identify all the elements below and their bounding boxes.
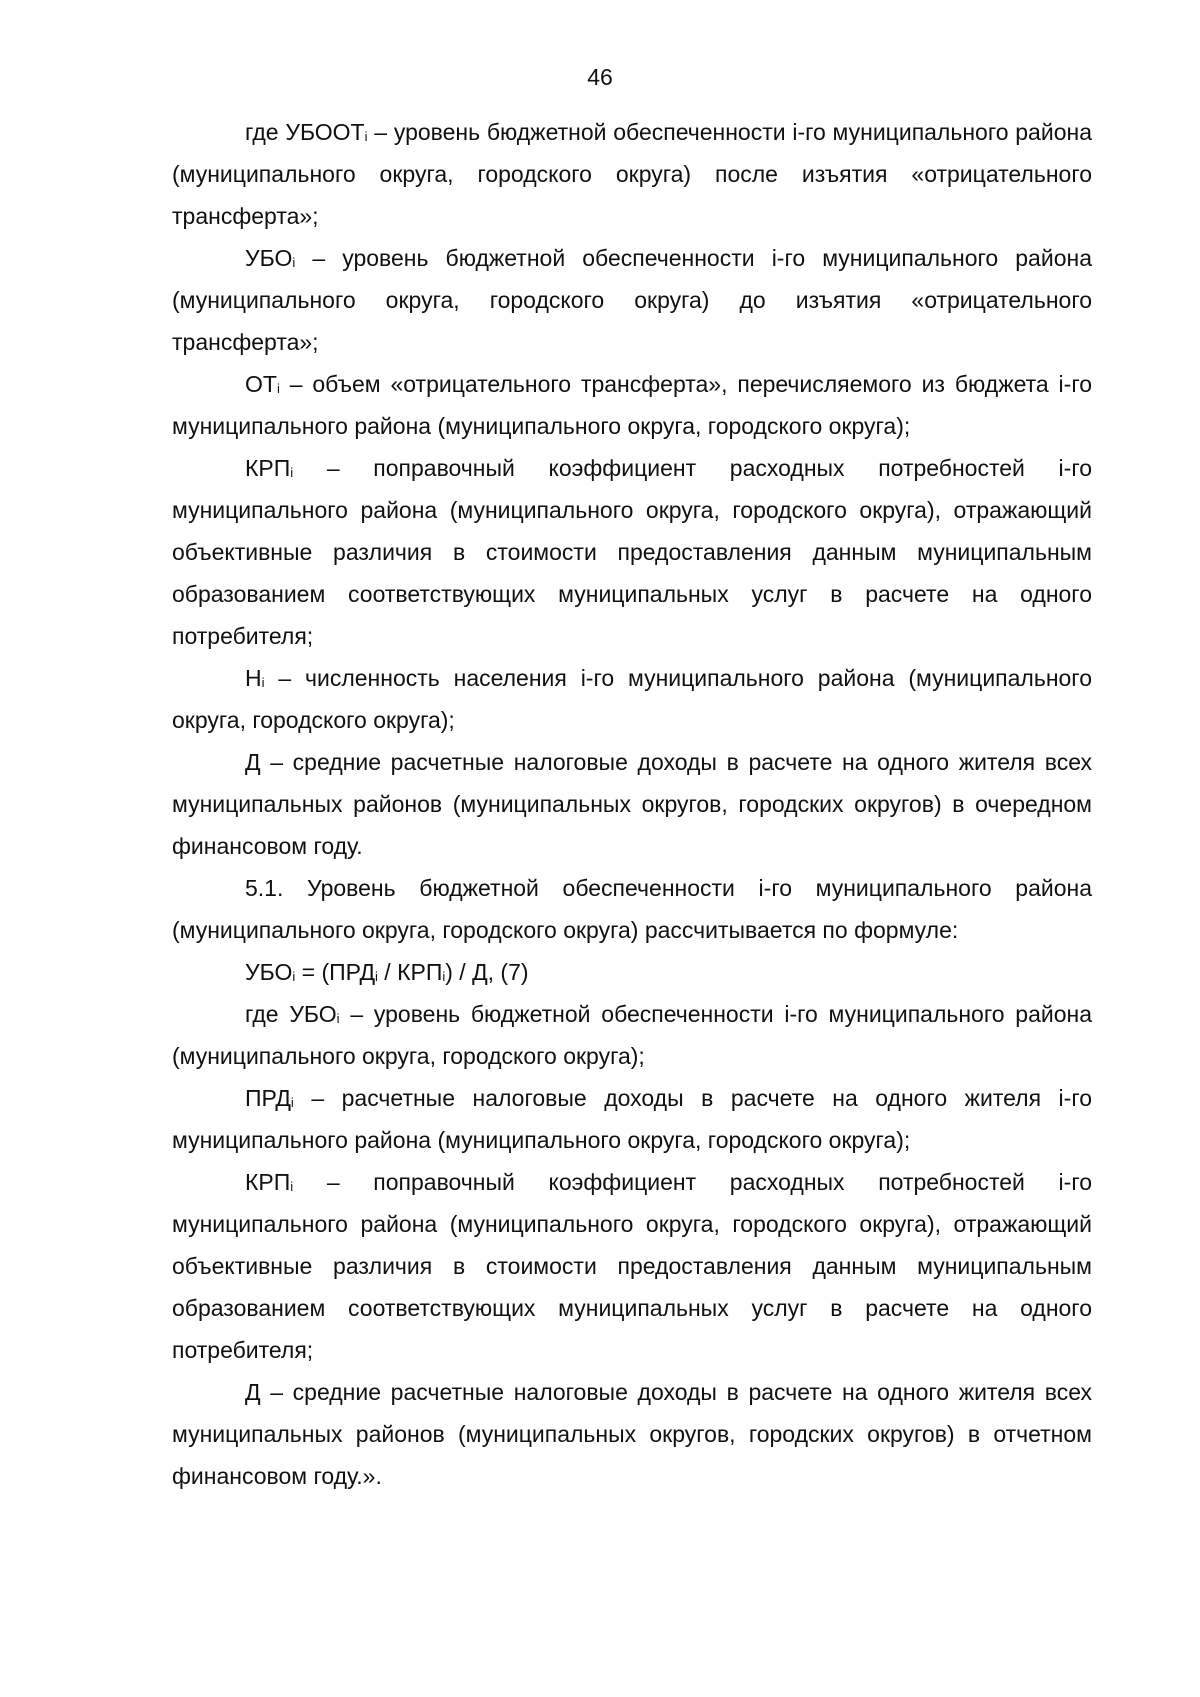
text-run: ) / Д, (7): [445, 959, 529, 985]
paragraph: [172, 111, 1092, 237]
text-run: Д – средние расчетные налоговые доходы в расчете на одного жителя всех муниципальных районов (муниципальных округов, городских округов) в отчетном финансовом году.».: [172, 1379, 1092, 1489]
subscript: i: [276, 381, 280, 396]
paragraph: [172, 951, 1092, 993]
paragraph: [172, 1077, 1092, 1161]
text-run: – поправочный коэффициент расходных потребностей i-го муниципального района (муниципального округа, городского округа), отражающий объективные различия в стоимости предоставления данным муниципальным образованием соответствующих муниципальных услуг в расчете на одного потребителя;: [172, 1169, 1092, 1363]
text-run: ОТ: [245, 371, 277, 397]
subscript: i: [336, 1011, 340, 1026]
subscript: i: [292, 255, 296, 270]
subscript: i: [290, 1095, 294, 1110]
text-run: / КРП: [377, 959, 443, 985]
paragraph: [172, 1161, 1092, 1371]
text-run: УБО: [245, 959, 293, 985]
paragraph: [172, 741, 1092, 867]
text-run: ПРД: [245, 1085, 291, 1111]
text-run: Д – средние расчетные налоговые доходы в расчете на одного жителя всех муниципальных районов (муниципальных округов, городских округов) в очередном финансовом году.: [172, 749, 1092, 859]
subscript: i: [442, 969, 446, 984]
text-run: – уровень бюджетной обеспеченности i-го муниципального района (муниципального округа, городского округа) до изъятия «отрицательного трансферта»;: [172, 245, 1092, 355]
text-run: УБО: [245, 245, 293, 271]
document-body: [172, 111, 1092, 1497]
subscript: i: [375, 969, 378, 984]
paragraph: [172, 657, 1092, 741]
text-run: = (ПРД: [295, 959, 376, 985]
text-run: – уровень бюджетной обеспеченности i-го муниципального района (муниципального округа, городского округа);: [172, 1001, 1092, 1069]
text-run: где УБООТ: [245, 119, 365, 145]
subscript: i: [261, 675, 265, 690]
text-run: КРП: [245, 1169, 291, 1195]
text-run: – объем «отрицательного трансферта», перечисляемого из бюджета i-го муниципального района (муниципального округа, городского округа);: [172, 371, 1092, 439]
text-run: КРП: [245, 455, 291, 481]
text-run: где УБО: [245, 1001, 337, 1027]
text-run: – поправочный коэффициент расходных потребностей i-го муниципального района (муниципального округа, городского округа), отражающий объективные различия в стоимости предоставления данным муниципальным образованием соответствующих муниципальных услуг в расчете на одного потребителя;: [172, 455, 1092, 649]
page-number: 46: [587, 64, 613, 90]
subscript: i: [292, 969, 296, 984]
paragraph: [172, 867, 1092, 951]
text-run: – численность населения i-го муниципального района (муниципального округа, городского округа);: [172, 665, 1092, 733]
text-run: – уровень бюджетной обеспеченности i-го муниципального района (муниципального округа, городского округа) после изъятия «отрицательного трансферта»;: [172, 119, 1092, 229]
paragraph: [172, 993, 1092, 1077]
text-run: Н: [245, 665, 262, 691]
paragraph: [172, 447, 1092, 657]
paragraph: [172, 363, 1092, 447]
paragraph: [172, 1371, 1092, 1497]
subscript: i: [290, 1179, 294, 1194]
subscript: i: [364, 129, 368, 144]
text-run: – расчетные налоговые доходы в расчете на одного жителя i-го муниципального района (муниципального округа, городского округа);: [172, 1085, 1092, 1153]
subscript: i: [290, 465, 294, 480]
paragraph: [172, 237, 1092, 363]
text-run: 5.1. Уровень бюджетной обеспеченности i-го муниципального района (муниципального округа, городского округа) рассчитывается по формуле:: [172, 875, 1092, 943]
